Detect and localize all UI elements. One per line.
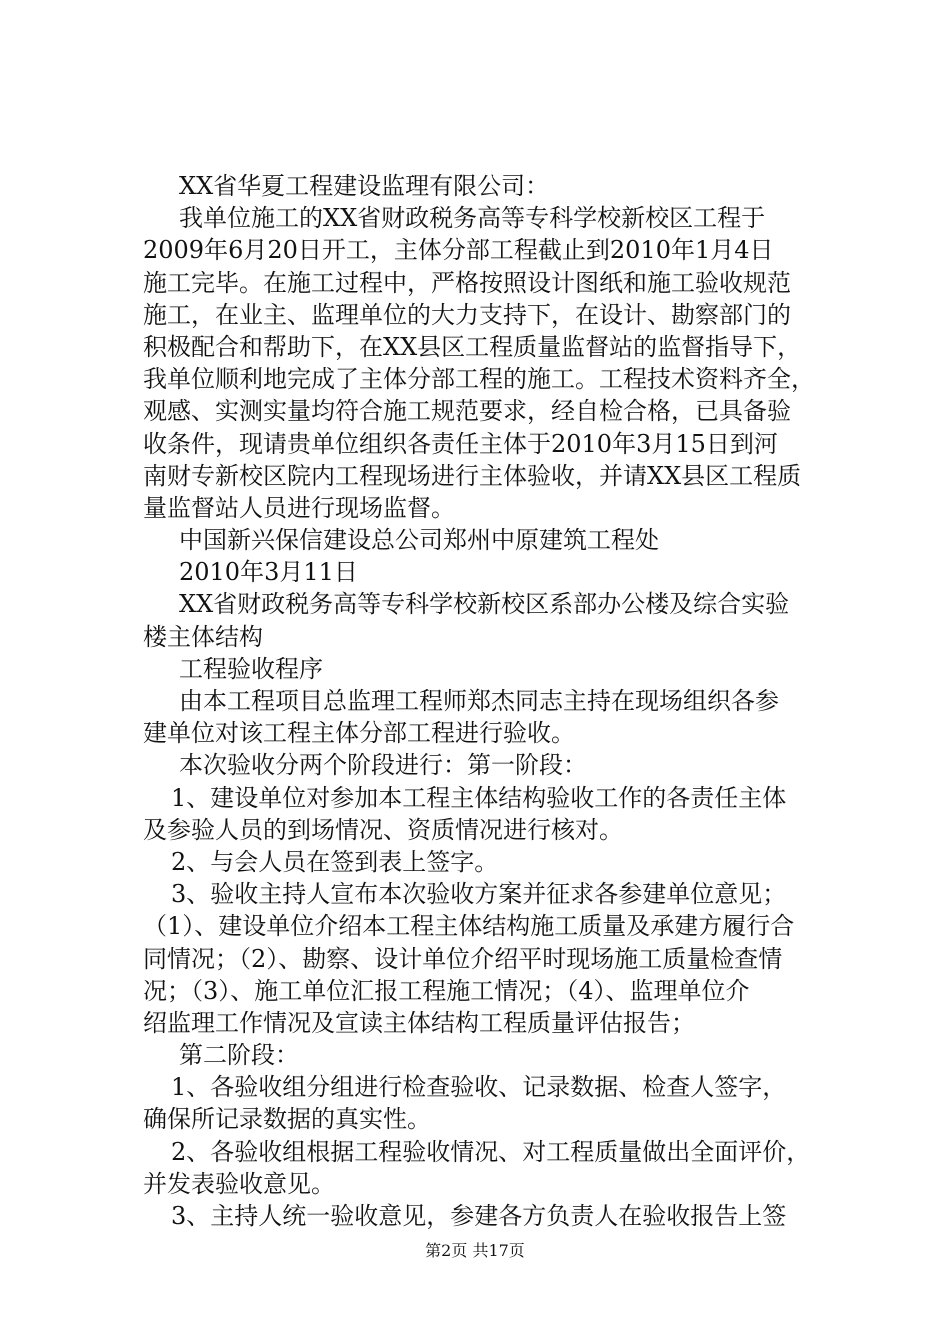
text-line: 同情况；（2）、勘察、设计单位介绍平时现场施工质量检查情	[143, 944, 783, 973]
list-item-line: 2、与会人员在签到表上签字。	[171, 847, 499, 876]
text-line: 施工完毕。在施工过程中，严格按照设计图纸和施工验收规范	[143, 268, 791, 297]
text-line: 收条件，现请贵单位组织各责任主体于2010年3月15日到河	[143, 429, 778, 458]
text-line: 南财专新校区院内工程现场进行主体验收，并请XX县区工程质	[143, 461, 802, 490]
section-title-line: 楼主体结构	[143, 622, 263, 651]
list-item-line: 1、各验收组分组进行检查验收、记录数据、检查人签字，	[171, 1073, 787, 1102]
heading-line: 第二阶段：	[179, 1041, 299, 1070]
text-line: 施工，在业主、监理单位的大力支持下，在设计、勘察部门的	[143, 300, 791, 329]
list-item-line: 3、验收主持人宣布本次验收方案并征求各参建单位意见；	[171, 880, 787, 909]
text-line: 本次验收分两个阶段进行：第一阶段：	[179, 751, 587, 780]
addressee-line: XX省华夏工程建设监理有限公司：	[179, 172, 550, 200]
text-line: 积极配合和帮助下，在XX县区工程质量监督站的监督指导下，	[143, 332, 802, 361]
list-item-line: 1、建设单位对参加本工程主体结构验收工作的各责任主体	[171, 783, 787, 812]
text-line: 及参验人员的到场情况、资质情况进行核对。	[143, 815, 623, 844]
document-body	[143, 170, 833, 1232]
text-line: 观感、实测实量均符合施工规范要求，经自检合格，已具备验	[143, 397, 791, 426]
heading-line: 工程验收程序	[179, 654, 323, 683]
text-line: 况；（3）、施工单位汇报工程施工情况；（4）、监理单位介	[143, 976, 750, 1005]
text-line: 我单位顺利地完成了主体分部工程的施工。工程技术资料齐全，	[143, 365, 815, 394]
text-line: （1）、建设单位介绍本工程主体结构施工质量及承建方履行合	[143, 912, 795, 941]
text-line: 由本工程项目总监理工程师郑杰同志主持在现场组织各参	[179, 687, 779, 715]
list-item-line: 2、各验收组根据工程验收情况、对工程质量做出全面评价，	[171, 1137, 811, 1166]
text-line: 量监督站人员进行现场监督。	[143, 493, 455, 522]
text-line: 2009年6月20日开工，主体分部工程截止到2010年1月4日	[143, 236, 774, 265]
text-line: 绍监理工作情况及宣读主体结构工程质量评估报告；	[143, 1008, 695, 1037]
text-line: 并发表验收意见。	[143, 1169, 335, 1198]
signature-line: 中国新兴保信建设总公司郑州中原建筑工程处	[179, 526, 659, 555]
text-line: 确保所记录数据的真实性。	[143, 1105, 431, 1134]
text-line: 建单位对该工程主体分部工程进行验收。	[143, 719, 575, 748]
page-number-footer: 第2页 共17页	[425, 1241, 525, 1260]
text-line: 我单位施工的XX省财政税务高等专科学校新校区工程于	[179, 204, 766, 233]
date-line: 2010年3月11日	[179, 558, 358, 587]
section-title-line: XX省财政税务高等专科学校新校区系部办公楼及综合实验	[179, 590, 790, 619]
list-item-line: 3、主持人统一验收意见，参建各方负责人在验收报告上签	[171, 1202, 787, 1230]
